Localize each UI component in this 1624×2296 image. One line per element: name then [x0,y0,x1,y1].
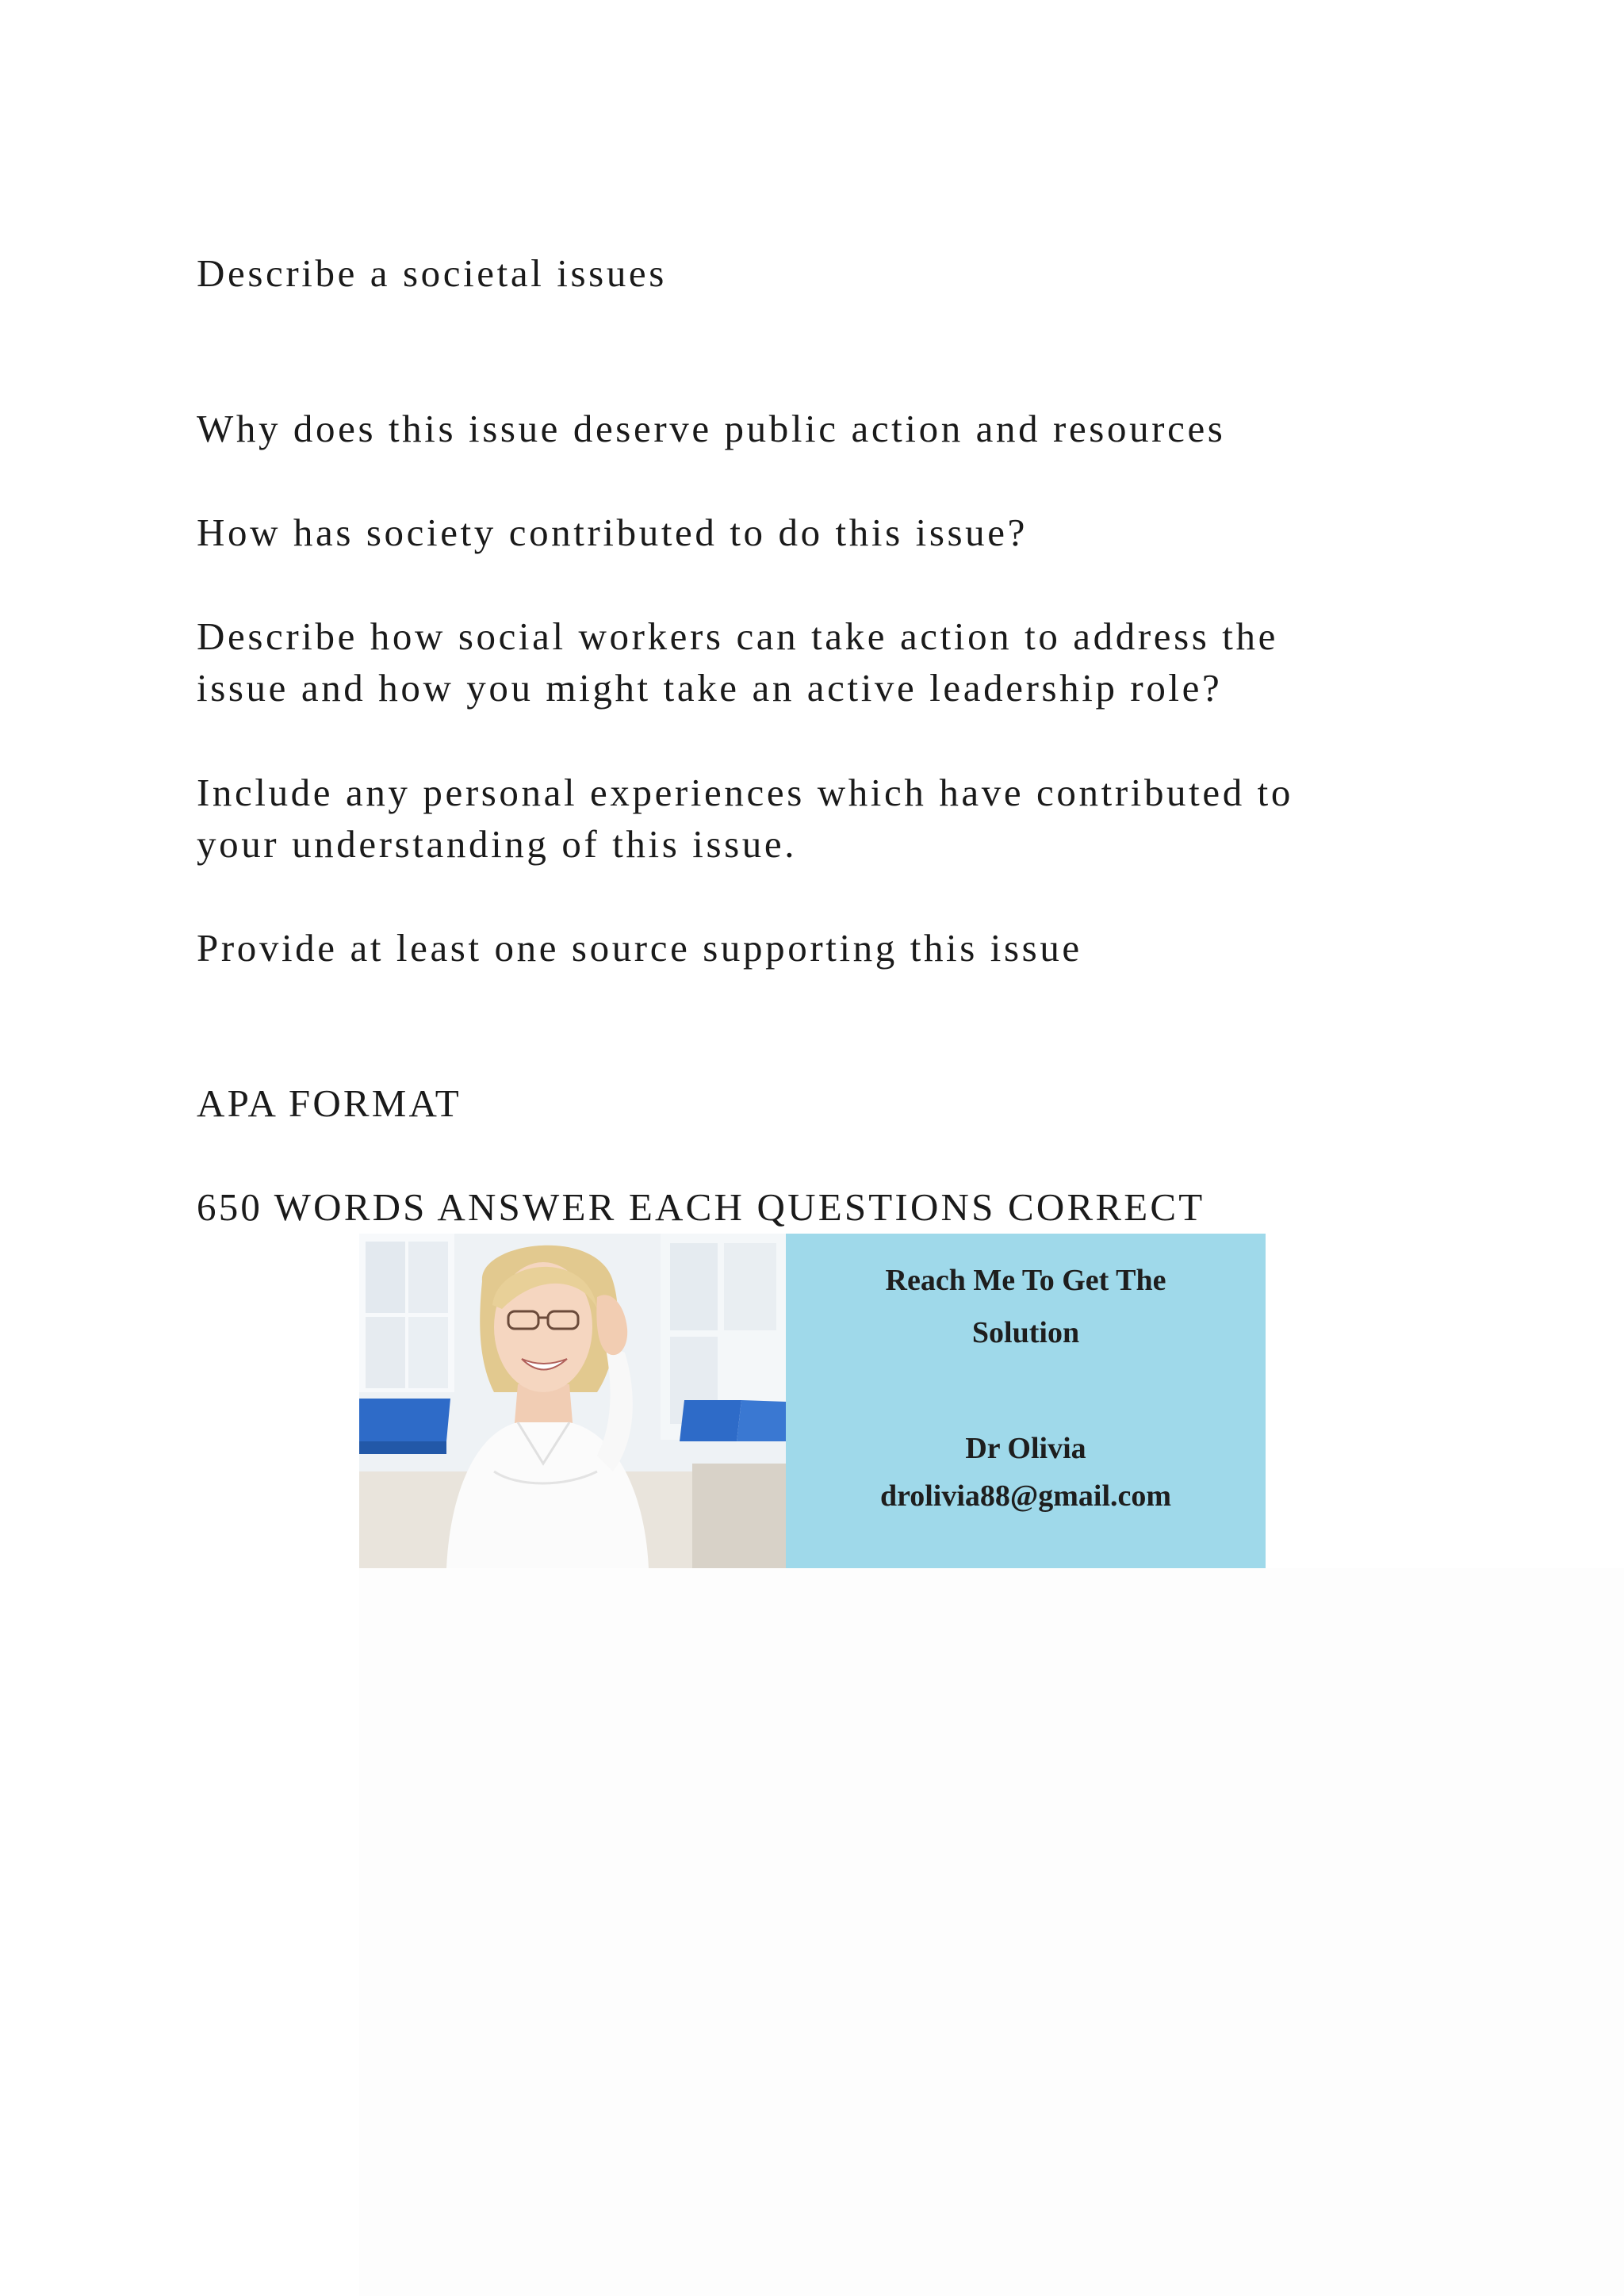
question-line: Describe a societal issues [197,251,667,295]
banner-heading-line1: Reach Me To Get The [885,1264,1166,1297]
question-line: Provide at least one source supporting this issue [197,926,1082,970]
question-line: Why does this issue deserve public action and resources [197,407,1226,450]
banner-heading-line2: Solution [971,1316,1080,1349]
blank-area [359,1568,1624,2296]
contact-email: drolivia88@gmail.com [879,1479,1172,1513]
question-line: How has society contributed to do this issue? [197,511,1028,554]
question-line: issue and how you might take an active leadership role? [197,666,1223,710]
question-line: Describe how social workers can take action to address the [197,614,1278,658]
question-line: Include any personal experiences which have contributed to [197,771,1293,814]
contact-banner [359,1234,1266,1568]
question-line: your understanding of this issue. [197,822,798,866]
word-count-requirement: 650 WORDS ANSWER EACH QUESTIONS CORRECT [197,1185,1205,1229]
contact-panel [786,1234,1266,1568]
smiling-woman-photo-icon [359,1234,786,1568]
format-requirement: APA FORMAT [197,1081,462,1125]
contact-name: Dr Olivia [965,1432,1086,1465]
